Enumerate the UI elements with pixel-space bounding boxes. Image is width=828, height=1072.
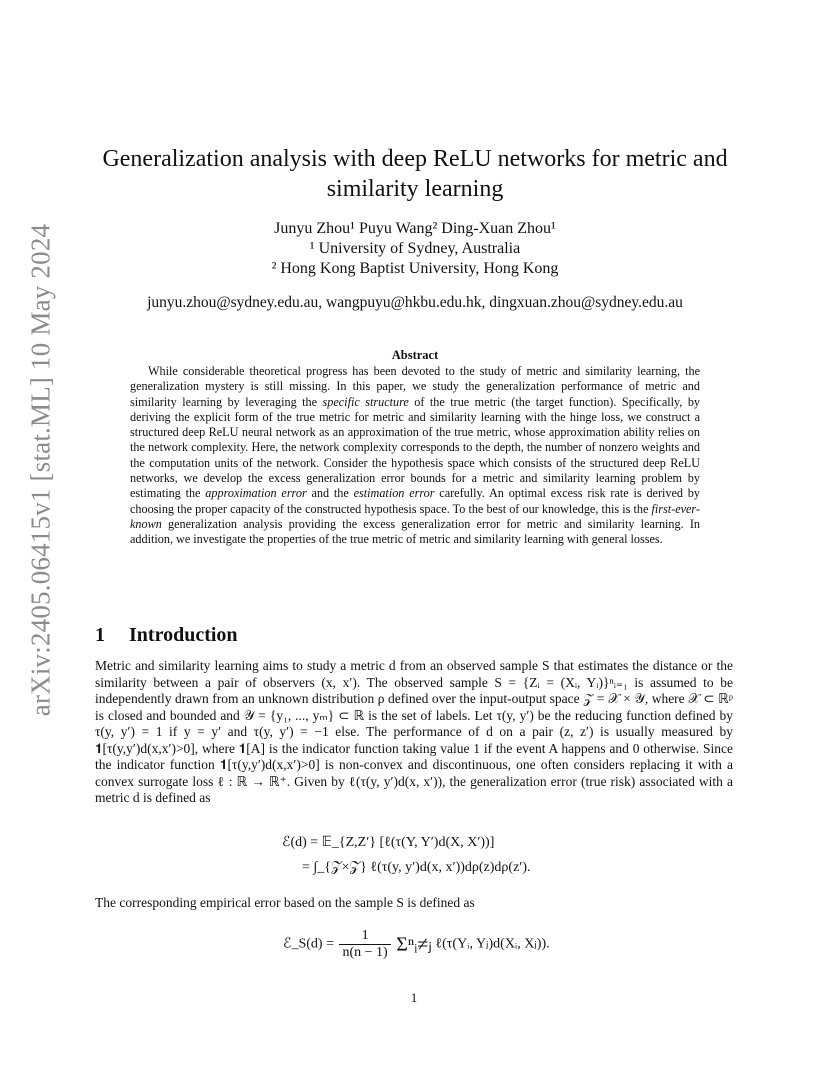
abstract-emphasis-1: specific structure: [322, 394, 409, 409]
author-emails: junyu.zhou@sydney.edu.au, wangpuyu@hkbu.edu.hk, dingxuan.zhou@sydney.edu.au: [147, 294, 683, 311]
affiliation-1: ¹ University of Sydney, Australia: [309, 240, 521, 257]
section-heading: [95, 624, 238, 647]
abstract-text-3: and the: [306, 486, 354, 501]
section-number: 1: [95, 624, 105, 646]
abstract-text-5: generalization analysis providing the excess generalization error for metric and similarity learning. In addition, we investigate the properties of the true metric of metric and similarity learning with general losses.: [130, 516, 700, 547]
equation-2-lhs: ℰ_S(d) =: [283, 936, 334, 952]
fraction-denominator: n(n − 1): [342, 945, 388, 960]
equation-2: [283, 928, 550, 961]
page-number: 1: [410, 990, 418, 1005]
abstract-text-1: While considerable theoretical progress has been devoted to the study of metric and similarity learning, the generalization mystery is still missing. In this paper, we study the generalization performance of metric and similarity learning by leveraging the: [130, 364, 700, 409]
paper-title: [95, 144, 735, 204]
equation-1-line-1: ℰ(d) = 𝔼_{Z,Z′} [ℓ(τ(Y, Y′)d(X, X′))]: [282, 835, 495, 850]
abstract-heading: Abstract: [391, 348, 439, 362]
equation-1-line-2: = ∫_{𝒵×𝒵} ℓ(τ(y, y′)d(x, x′))dρ(z)dρ(z′).: [302, 860, 531, 875]
affiliation-2: ² Hong Kong Baptist University, Hong Kong: [271, 260, 559, 277]
abstract-emphasis-2: approximation error: [205, 486, 307, 501]
title-line-2: similarity learning: [326, 176, 504, 202]
abstract-emphasis-4: first-ever-known: [130, 501, 700, 531]
arxiv-sidebar: [16, 223, 66, 717]
section-title: Introduction: [129, 624, 238, 646]
abstract-text-2: of the true metric (the target function). Specifically, by deriving the explicit form of the true metric for metric and similarity learning with the hinge loss, we construct a structured deep ReLU neural network as an approximation of the true metric, whose approximation ability relies on the network complexity. Here, the network complexity corresponds to the depth, the number of nonzero weights and the computation units of the network. Consider the hypothesis space which consists of the structured deep ReLU networks, we develop the excess generalization error bounds for a metric and similarity learning problem by estimating the: [130, 394, 701, 501]
summation-symbol: Σⁿᵢ≠ⱼ: [396, 933, 432, 956]
abstract-text-4: carefully. An optimal excess risk rate is derived by choosing the proper capacity of the constructed hypothesis space. To the best of our knowledge, this is the: [130, 486, 700, 516]
abstract-body: [130, 364, 700, 548]
title-line-1: Generalization analysis with deep ReLU networks for metric and: [102, 146, 728, 172]
author-list: Junyu Zhou¹ Puyu Wang² Ding-Xuan Zhou¹: [274, 220, 556, 237]
intro-paragraph-2: The corresponding empirical error based on the sample S is defined as: [95, 895, 475, 910]
equation-2-fraction: [339, 928, 390, 961]
equation-2-rhs: ℓ(τ(Yᵢ, Yⱼ)d(Xᵢ, Xⱼ)).: [435, 936, 550, 952]
intro-paragraph-1: Metric and similarity learning aims to study a metric d from an observed sample S that estimates the distance or the similarity between a pair of observers (x, x′). The observed sample S = {Zᵢ = (Xᵢ, Yᵢ)}ⁿᵢ₌₁ is assumed to be independently drawn from an unknown distribution ρ defined over the input-output space 𝒵 = 𝒳 × 𝒴, where 𝒳 ⊂ ℝᵖ is closed and bounded and 𝒴 = {y₁, ..., yₘ} ⊂ ℝ is the set of labels. Let τ(y, y′) be the reducing function defined by τ(y, y′) = 1 if y = y′ and τ(y, y′) = −1 else. The performance of d on a pair (z, z′) is usually measured by 𝟏[τ(y,y′)d(x,x′)>0], where 𝟏[A] is the indicator function taking value 1 if the event A happens and 0 otherwise. Since the indicator function 𝟏[τ(y,y′)d(x,x′)>0] is non-convex and discontinuous, one often considers replacing it with a convex surrogate loss ℓ : ℝ → ℝ⁺. Given by ℓ(τ(y, y′)d(x, x′)), the generalization error (true risk) associated with a metric d is defined as: [95, 658, 733, 805]
fraction-numerator: 1: [339, 928, 390, 945]
abstract-emphasis-3: estimation error: [353, 486, 435, 501]
arxiv-identifier: arXiv:2405.06415v1 [stat.ML] 10 May 2024: [25, 223, 56, 717]
